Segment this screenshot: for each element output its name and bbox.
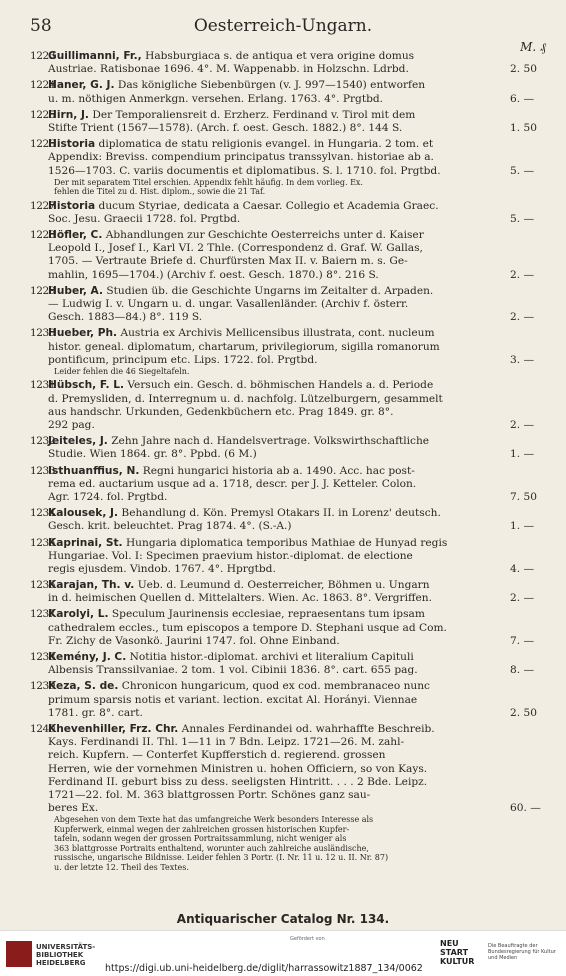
entry-line [30, 723, 550, 736]
catalog-entry [30, 138, 550, 197]
entry-text: Stifte Trient (1567—1578). (Arch. f. oest. Gesch. 1882.) 8°. 144 S. [48, 121, 403, 134]
entry-author: Kaprinai, St. [48, 536, 123, 549]
bkm-logo-text: Die Beauftragte der Bundesregierung für Kultur und Medien [488, 943, 556, 961]
entry-line [30, 242, 550, 255]
entry-line [30, 93, 550, 106]
entry-number: 1227 [30, 199, 55, 212]
entry-note: fehlen die Titel zu d. Hist. diplom., sowie die 21 Taf. [54, 187, 266, 197]
entry-text: Chronicon hungaricum, quod ex cod. membranaceo nunc [121, 680, 430, 693]
entry-text: Ueb. d. Leumund d. Oesterreicher, Böhmen u. Ungarn [137, 579, 430, 592]
catalog-entry [30, 109, 550, 135]
entry-line [30, 664, 550, 677]
entry-text: Soc. Jesu. Graecii 1728. fol. Prgtbd. [48, 212, 241, 225]
entry-line [30, 213, 550, 226]
entry-text: in d. heimischen Quellen d. Mittelalters. Wien. Ac. 1863. 8°. Vergriffen. [48, 592, 432, 605]
entry-text: Herren, wie der vornehmen Ministren u. hohen Officiern, so von Kays. [48, 762, 428, 775]
entry-text: 1526—1703. C. variis documentis et diplomatibus. S. l. 1710. fol. Prgtbd. [48, 164, 441, 177]
entry-text: Versuch ein. Gesch. d. böhmischen Handels a. d. Periode [127, 379, 434, 392]
entry-note: Kupferwerk, einmal wegen der zahlreichen grossen historischen Kupfer- [54, 824, 350, 834]
entry-note: russische, ungarische Bildnisse. Leider fehlen 3 Portr. (I. Nr. 11 u. 12 u. II. Nr. 87) [54, 853, 389, 863]
entry-line [30, 79, 550, 92]
entry-text: mahlin, 1695—1704.) (Archiv f. oest. Gesch. 1870.) 8°. 216 S. [48, 268, 379, 281]
entry-text: aus handschr. Urkunden, Gedenkbüchern etc. Prag 1849. gr. 8°. [48, 405, 394, 418]
entry-line [30, 802, 550, 815]
entry-price: 2. — [510, 311, 535, 324]
catalog-entry [30, 537, 550, 577]
entry-line [30, 579, 550, 592]
entry-text: Regni hungarici historia ab a. 1490. Acc. hac post- [142, 464, 415, 477]
entry-line [30, 393, 550, 406]
entry-line [30, 311, 550, 324]
catalog-entry [30, 229, 550, 282]
entry-number: 1238 [30, 651, 55, 663]
entry-text: ducum Styriae, dedicata a Caesar. Collegio et Academia Graec. [98, 199, 439, 212]
entry-line [30, 165, 550, 178]
entry-text: Appendix: Breviss. compendium principatus transsylvan. historiae ab a. [48, 151, 434, 164]
catalog-entry [30, 723, 550, 872]
entry-number: 1240 [30, 722, 55, 735]
entry-line [30, 255, 550, 268]
entry-note: u. der letzte 12. Theil des Textes. [54, 862, 189, 872]
entry-line [30, 789, 550, 802]
entries-list [30, 50, 550, 875]
entry-text: Studie. Wien 1864. gr. 8°. Ppbd. (6 M.) [48, 448, 257, 461]
entry-author: Historia [48, 138, 96, 151]
entry-number: 1224 [30, 79, 55, 92]
entry-price: 60. — [510, 802, 541, 815]
catalog-entry [30, 79, 550, 105]
entry-text: Hungariae. Vol. I: Specimen praevium histor.-diplomat. de electione [48, 549, 413, 562]
entry-line [30, 694, 550, 707]
catalog-entry [30, 608, 550, 648]
entry-author: Guillimanni, Fr., [48, 50, 142, 62]
entry-author: Kalousek, J. [48, 507, 119, 520]
entry-line [30, 520, 550, 533]
entry-text: Hungaria diplomatica temporibus Mathiae de Hunyad regis [125, 536, 448, 549]
entry-text: Gesch. 1883—84.) 8°. 119 S. [48, 311, 203, 324]
entry-text: pontificum, principum etc. Lips. 1722. fol. Prgtbd. [48, 353, 318, 366]
entry-number: 1230 [30, 327, 55, 340]
entry-price: 2. 50 [510, 63, 537, 76]
catalog-entry [30, 680, 550, 720]
entry-author: Isthuanffius, N. [48, 464, 140, 477]
entry-number: 1233 [30, 464, 55, 477]
entry-price: 2. — [510, 592, 535, 605]
entry-price: 5. — [510, 164, 535, 177]
entry-line [30, 507, 550, 520]
entry-line [30, 122, 550, 135]
entry-text: primum sparsis notis et variant. lection. excitat Al. Horányi. Viennae [48, 693, 418, 706]
entry-price: 2. — [510, 268, 535, 281]
entry-line [30, 435, 550, 448]
entry-text: 1705. — Vertraute Briefe d. Churfürsten Max II. v. Baiern m. s. Ge- [48, 255, 408, 268]
entry-line [30, 680, 550, 693]
entry-text: rema ed. auctarium usque ad a. 1718, descr. per J. J. Ketteler. Colon. [48, 477, 417, 490]
entry-price: 4. — [510, 562, 535, 575]
entry-text: — Ludwig I. v. Ungarn u. d. ungar. Vasallenländer. (Archiv f. österr. [48, 298, 409, 310]
entry-text: Annales Ferdinandei od. wahrhaffte Beschreib. [181, 722, 435, 735]
entry-text: cathedralem eccles., tum episcopos a tempore D. Stephani usque ad Com. [48, 621, 447, 634]
entry-text: diplomatica de statu religionis evangel. in Hungaria. 2 tom. et [98, 138, 434, 151]
entry-text: Kays. Ferdinandi II. Thl. 1—11 in 7 Bdn. Leipz. 1721—26. M. zahl- [48, 736, 405, 749]
entry-note: tafeln, sodann wegen der grossen Portraitssammlung, nicht weniger als [54, 834, 347, 844]
entry-text: Habsburgiaca s. de antiqua et vera origine domus [145, 50, 415, 62]
entry-line [30, 379, 550, 392]
entry-author: Huber, A. [48, 284, 103, 297]
permalink-url[interactable]: https://digi.ub.uni-heidelberg.de/diglit/harrassowitz1887_134/0062 [105, 963, 423, 974]
catalog-entry [30, 379, 550, 432]
page-number: 58 [30, 16, 52, 36]
entry-price: 7. 50 [510, 490, 537, 503]
neustart-kultur-logo: NEU START KULTUR [440, 939, 475, 966]
entry-author: Höfler, C. [48, 229, 103, 242]
entry-price: 8. — [510, 664, 535, 677]
catalog-entry [30, 651, 550, 677]
entry-line [30, 50, 550, 63]
entry-number: 1231 [30, 379, 55, 392]
entry-author: Hirn, J. [48, 108, 89, 121]
entry-text: Ferdinand II. geburt biss zu dess. seeligsten Hintritt. . . . 2 Bde. Leipz. [48, 775, 428, 788]
catalog-entry [30, 579, 550, 605]
entry-author: Jeiteles, J. [48, 435, 108, 448]
entry-price: 7. — [510, 634, 535, 647]
entry-line [30, 200, 550, 213]
entry-line [30, 63, 550, 76]
entry-text: Behandlung d. Kön. Premysl Otakars II. in Lorenz' deutsch. [121, 507, 441, 520]
entry-text: Agr. 1724. fol. Prgtbd. [48, 490, 168, 503]
entry-line [30, 151, 550, 164]
entry-line [30, 622, 550, 635]
entry-line [30, 327, 550, 340]
entry-line [30, 448, 550, 461]
entry-line [30, 763, 550, 776]
library-name: UNIVERSITÄTS- BIBLIOTHEK HEIDELBERG [36, 943, 96, 967]
entry-author: Hueber, Ph. [48, 327, 118, 340]
entry-line [30, 592, 550, 605]
entry-text: Studien üb. die Geschichte Ungarns im Zeitalter d. Arpaden. [106, 284, 434, 297]
entry-text: Der Temporaliensreit d. Erzherz. Ferdinand v. Tirol mit dem [92, 108, 416, 121]
catalog-entry [30, 327, 550, 376]
entry-text: Leopold I., Josef I., Karl VI. 2 Thle. (Correspondenz d. Graf. W. Gallas, [48, 242, 423, 255]
entry-text: Speculum Jaurinensis ecclesiae, repraesentans tum ipsam [111, 608, 425, 621]
entry-text: Fr. Zichy de Vasonkö. Jaurini 1747. fol. Ohne Einband. [48, 634, 340, 647]
entry-author: Kemény, J. C. [48, 651, 127, 663]
entry-text: 1721—22. fol. M. 363 blattgrossen Portr. Schönes ganz sau- [48, 788, 371, 801]
entry-line [30, 537, 550, 550]
catalog-entry [30, 200, 550, 226]
entry-author: Karolyi, L. [48, 608, 109, 621]
entry-number: 1236 [30, 579, 55, 592]
entry-text: Austria ex Archivis Mellicensibus illustrata, cont. nucleum [120, 327, 435, 340]
entry-price: 6. — [510, 92, 535, 105]
entry-number: 1237 [30, 608, 55, 621]
entry-text: 1781. gr. 8°. cart. [48, 706, 143, 719]
entry-line [30, 138, 550, 151]
entry-line [30, 749, 550, 762]
currency-header: M. ₰ [520, 40, 546, 54]
entry-line [30, 563, 550, 576]
entry-number: 1228 [30, 229, 55, 242]
entry-text: Albensis Transsilvaniae. 2 tom. 1 vol. Cibinii 1836. 8°. cart. 655 pag. [48, 664, 418, 677]
page-title: Oesterreich-Ungarn. [193, 16, 373, 36]
entry-line [30, 406, 550, 419]
entry-price: 5. — [510, 212, 535, 225]
entry-author: Keza, S. de. [48, 680, 119, 693]
entry-author: Hübsch, F. L. [48, 379, 124, 392]
entry-text: histor. geneal. diplomatum, chartarum, privilegiorum, sigilla romanorum [48, 340, 440, 353]
entry-line [30, 478, 550, 491]
entry-text: 292 pag. [48, 419, 95, 431]
entry-number: 1234 [30, 507, 55, 520]
entry-price: 2. 50 [510, 706, 537, 719]
entry-number: 1229 [30, 284, 55, 297]
catalog-entry [30, 465, 550, 505]
entry-line [30, 285, 550, 298]
catalog-entry [30, 435, 550, 461]
catalog-entry [30, 507, 550, 533]
entry-text: u. m. nöthigen Anmerkgn. versehen. Erlang. 1763. 4°. Prgtbd. [48, 92, 384, 105]
entry-line [30, 354, 550, 367]
entry-price: 1. 50 [510, 121, 537, 134]
entry-number: 1225 [30, 108, 55, 121]
entry-price: 2. — [510, 419, 535, 431]
entry-line [30, 269, 550, 282]
page-header [30, 16, 536, 40]
entry-price: 1. — [510, 520, 535, 533]
entry-line [30, 341, 550, 354]
entry-line [30, 109, 550, 122]
entry-number: 1223 [30, 50, 55, 62]
entry-author: Karajan, Th. v. [48, 579, 135, 592]
entry-line [30, 419, 550, 432]
catalog-entry [30, 285, 550, 325]
entry-text: beres Ex. [48, 802, 99, 815]
entry-line [30, 298, 550, 311]
entry-text: Gesch. krit. beleuchtet. Prag 1874. 4°. (S.-A.) [48, 520, 292, 533]
entry-line [30, 651, 550, 664]
university-library-logo-icon [6, 941, 32, 967]
entry-line [30, 776, 550, 789]
entry-number: 1226 [30, 138, 55, 151]
entry-line [30, 229, 550, 242]
entry-note: Leider fehlen die 46 Siegeltafeln. [54, 366, 190, 376]
entry-text: reich. Kupfern. — Conterfet Kupfferstich d. regierend. grossen [48, 749, 386, 762]
entry-author: Historia [48, 199, 96, 212]
entry-number: 1239 [30, 680, 55, 693]
entry-text: Notitia histor.-diplomat. archivi et literalium Capituli [129, 651, 414, 663]
entry-line [30, 465, 550, 478]
entry-author: Haner, G. J. [48, 79, 115, 92]
entry-price: 3. — [510, 353, 535, 366]
entry-text: regis ejusdem. Vindob. 1767. 4°. Hprgtbd. [48, 562, 276, 575]
entry-text: Abhandlungen zur Geschichte Oesterreichs unter d. Kaiser [105, 229, 424, 242]
entry-text: d. Premysliden, d. Interregnum u. d. nachfolg. Lützelburgern, gesammelt [48, 392, 443, 405]
entry-note: 363 blattgrosse Portraits enthaltend, worunter auch zahlreiche ausländische, [54, 843, 369, 853]
entry-author: Khevenhiller, Frz. Chr. [48, 722, 179, 735]
catalog-entry [30, 50, 550, 76]
entry-line [30, 608, 550, 621]
entry-line [30, 491, 550, 504]
entry-line [30, 736, 550, 749]
entry-line [30, 707, 550, 720]
entry-text: Zehn Jahre nach d. Handelsvertrage. Volkswirthschaftliche [111, 435, 430, 448]
entry-note: Abgesehen von dem Texte hat das umfangreiche Werk besonders Interesse als [54, 815, 374, 825]
entry-line [30, 550, 550, 563]
entry-note: Der mit separatem Titel erschien. Appendix fehlt häufig. In dem vorlieg. Ex. [54, 177, 363, 187]
entry-number: 1232 [30, 435, 55, 448]
catalog-footer: Antiquarischer Catalog Nr. 134. [176, 912, 390, 926]
entry-number: 1235 [30, 536, 55, 549]
funded-by-label: Gefördert von [290, 936, 325, 942]
entry-price: 1. — [510, 448, 535, 461]
entry-line [30, 635, 550, 648]
entry-text: Das königliche Siebenbürgen (v. J. 997—1540) entworfen [117, 79, 426, 92]
entry-text: Austriae. Ratisbonae 1696. 4°. M. Wappenabb. in Holzschn. Ldrbd. [48, 63, 409, 76]
